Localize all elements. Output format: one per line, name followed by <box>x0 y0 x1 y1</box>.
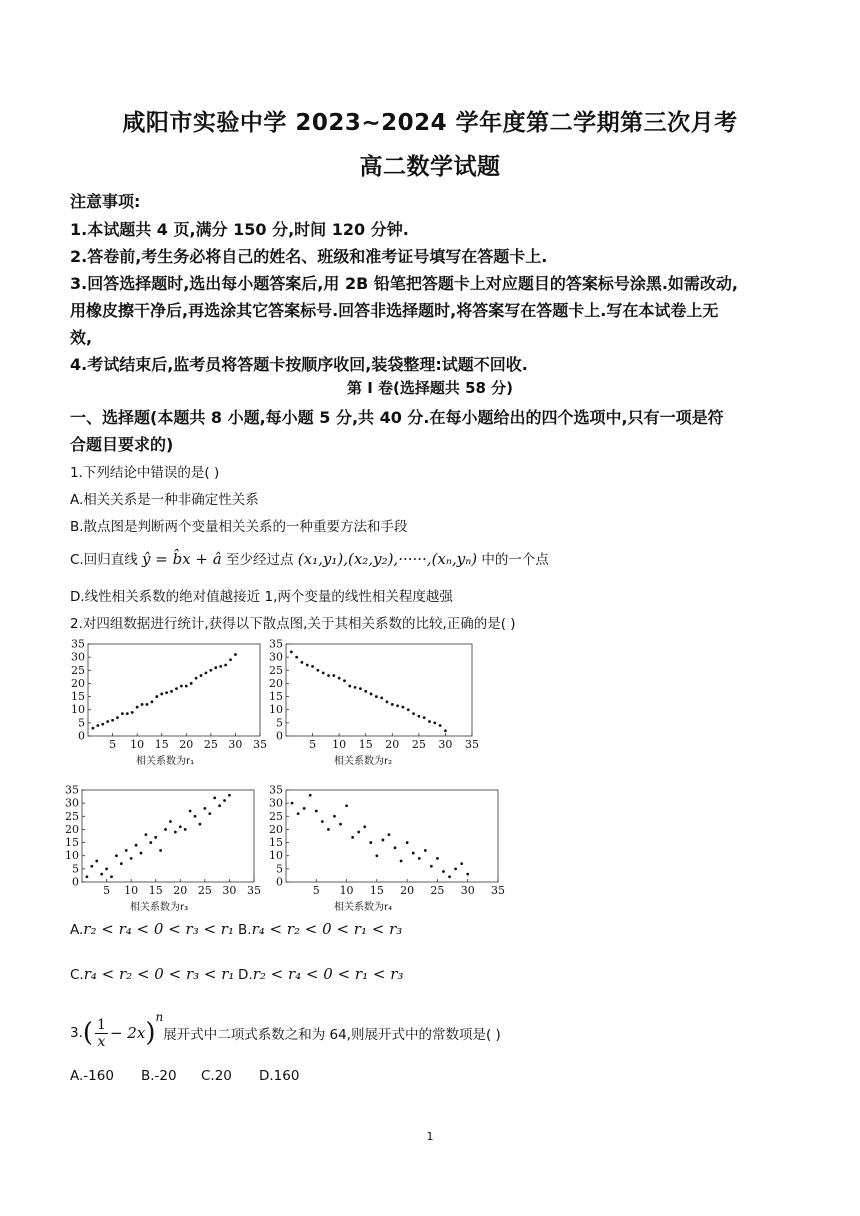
data-point <box>169 820 172 823</box>
y-tick-label: 35 <box>71 637 85 651</box>
q1-option-c-mid: 至少经过点 <box>221 552 298 568</box>
question-2-stem: 2.对四组数据进行统计,获得以下散点图,关于其相关系数的比较,正确的是( ) <box>70 616 516 632</box>
data-point <box>218 804 221 807</box>
data-point <box>375 854 378 857</box>
data-point <box>424 849 427 852</box>
data-point <box>315 810 318 813</box>
x-tick-label: 20 <box>385 738 400 751</box>
y-tick-label: 30 <box>65 796 79 810</box>
data-point <box>348 685 351 688</box>
data-point <box>214 666 217 669</box>
y-tick-label: 5 <box>276 862 283 876</box>
data-point <box>100 873 103 876</box>
data-point <box>439 724 442 727</box>
y-tick-label: 20 <box>269 822 283 836</box>
q1-option-b: B.散点图是判断两个变量相关关系的一种重要方法和手段 <box>70 519 408 535</box>
y-tick-label: 10 <box>269 703 283 717</box>
scatter-svg-r1 <box>68 636 268 766</box>
q2-option-a: A.r₂ < r₄ < 0 < r₃ < r₁ <box>70 920 234 938</box>
data-point <box>295 656 298 659</box>
y-tick-label: 25 <box>269 663 283 677</box>
data-point <box>454 867 457 870</box>
data-point <box>150 700 153 703</box>
x-tick-label: 20 <box>173 884 188 897</box>
notes-heading: 注意事项: <box>70 192 141 211</box>
data-point <box>433 721 436 724</box>
data-point <box>333 815 336 818</box>
data-point <box>174 831 177 834</box>
y-tick-label: 5 <box>276 716 283 730</box>
data-point <box>444 729 447 732</box>
data-point <box>369 841 372 844</box>
expr-rest: − 2x <box>109 1024 146 1042</box>
exam-subtitle: 高二数学试题 <box>359 154 501 180</box>
data-point <box>154 836 157 839</box>
x-axis-label: 相关系数为r₃ <box>130 902 189 912</box>
data-point <box>442 870 445 873</box>
data-point <box>418 857 421 860</box>
right-paren: ) <box>145 1018 156 1048</box>
x-tick-label: 30 <box>460 884 475 897</box>
data-point <box>386 700 389 703</box>
data-point <box>357 831 360 834</box>
data-point <box>106 720 109 723</box>
data-point <box>205 672 208 675</box>
data-point <box>436 857 439 860</box>
data-point <box>136 706 139 709</box>
data-point <box>359 687 362 690</box>
x-tick-label: 10 <box>332 738 347 751</box>
x-tick-label: 35 <box>465 738 479 751</box>
data-point <box>120 862 123 865</box>
data-point <box>382 839 385 842</box>
y-tick-label: 25 <box>65 809 79 823</box>
y-tick-label: 25 <box>71 663 85 677</box>
data-point <box>354 686 357 689</box>
data-point <box>322 672 325 675</box>
exam-title: 咸阳市实验中学 2023~2024 学年度第二学期第三次月考 <box>122 110 738 136</box>
data-point <box>131 711 134 714</box>
y-tick-label: 35 <box>65 783 79 797</box>
data-point <box>180 685 183 688</box>
data-point <box>110 875 113 878</box>
data-point <box>311 665 314 668</box>
data-point <box>380 696 383 699</box>
x-tick-label: 35 <box>491 884 505 897</box>
regression-formula: ŷ = b̂x + â <box>142 550 222 568</box>
y-tick-label: 35 <box>269 783 283 797</box>
q3-option-a: A.-160 <box>70 1068 114 1084</box>
data-point <box>116 716 119 719</box>
data-point <box>223 799 226 802</box>
note-item: 3.回答选择题时,选出每小题答案后,用 2B 铅笔把答题卡上对应题目的答案标号涂黑.如需改动, <box>70 274 738 293</box>
data-point <box>92 727 95 730</box>
data-point <box>332 674 335 677</box>
y-tick-label: 20 <box>71 676 85 690</box>
data-point <box>189 810 192 813</box>
data-point <box>407 708 410 711</box>
data-point <box>115 854 118 857</box>
data-point <box>363 825 366 828</box>
data-point <box>95 860 98 863</box>
data-point <box>140 852 143 855</box>
y-tick-label: 15 <box>65 836 79 850</box>
data-point <box>338 677 341 680</box>
data-point <box>428 720 431 723</box>
scatter-chart-r3 <box>62 782 262 916</box>
data-point <box>111 719 114 722</box>
y-tick-label: 0 <box>276 729 283 743</box>
x-tick-label: 25 <box>430 884 445 897</box>
data-point <box>400 860 403 863</box>
y-tick-label: 15 <box>269 690 283 704</box>
exponent: n <box>155 1010 164 1024</box>
x-tick-label: 5 <box>309 738 317 751</box>
x-tick-label: 15 <box>369 884 384 897</box>
section-heading: 一、选择题(本题共 8 小题,每小题 5 分,共 40 分.在每小题给出的四个选项中,只有一项是符 <box>70 408 724 427</box>
data-point <box>160 693 163 696</box>
x-tick-label: 5 <box>103 884 111 897</box>
y-tick-label: 0 <box>276 875 283 889</box>
left-paren: ( <box>82 1018 94 1048</box>
y-tick-label: 10 <box>269 849 283 863</box>
y-tick-label: 35 <box>269 637 283 651</box>
data-point <box>402 706 405 709</box>
q1-option-d: D.线性相关系数的绝对值越接近 1,两个变量的线性相关程度越强 <box>70 589 453 605</box>
points-formula: (x₁,y₁),(x₂,y₂),······,(xₙ,yₙ) <box>297 550 478 568</box>
x-axis-label: 相关系数为r₄ <box>334 902 393 912</box>
data-point <box>208 812 211 815</box>
y-tick-label: 5 <box>72 862 79 876</box>
data-point <box>130 857 133 860</box>
x-tick-label: 25 <box>411 738 426 751</box>
data-point <box>96 724 99 727</box>
data-point <box>184 828 187 831</box>
data-point <box>460 862 463 865</box>
q1-option-c-post: 中的一个点 <box>477 552 549 568</box>
x-tick-label: 5 <box>109 738 117 751</box>
x-axis-label: 相关系数为r₂ <box>334 756 393 766</box>
data-point <box>290 650 293 653</box>
data-point <box>155 695 158 698</box>
q2-option-d: D.r₂ < r₄ < 0 < r₁ < r₃ <box>238 965 404 983</box>
data-point <box>121 712 124 715</box>
note-item: 1.本试题共 4 页,满分 150 分,时间 120 分钟. <box>70 220 409 239</box>
y-tick-label: 10 <box>65 849 79 863</box>
plot-frame <box>286 644 472 736</box>
y-tick-label: 25 <box>269 809 283 823</box>
x-tick-label: 30 <box>438 738 453 751</box>
data-point <box>126 712 129 715</box>
data-point <box>327 828 330 831</box>
data-point <box>203 807 206 810</box>
data-point <box>466 873 469 876</box>
data-point <box>297 812 300 815</box>
x-tick-label: 5 <box>312 884 320 897</box>
data-point <box>164 828 167 831</box>
x-tick-label: 25 <box>197 884 212 897</box>
y-tick-label: 10 <box>71 703 85 717</box>
data-point <box>448 875 451 878</box>
data-point <box>309 794 312 797</box>
x-tick-label: 30 <box>228 738 243 751</box>
data-point <box>412 712 415 715</box>
data-point <box>394 846 397 849</box>
y-tick-label: 5 <box>78 716 85 730</box>
data-point <box>339 823 342 826</box>
y-tick-label: 15 <box>71 690 85 704</box>
data-point <box>195 677 198 680</box>
fraction <box>95 1017 108 1050</box>
scatter-svg-r4 <box>266 782 506 912</box>
y-tick-label: 20 <box>269 676 283 690</box>
data-point <box>417 715 420 718</box>
data-point <box>146 703 149 706</box>
data-point <box>396 704 399 707</box>
data-point <box>149 841 152 844</box>
data-point <box>327 674 330 677</box>
scatter-chart-r4 <box>266 782 506 916</box>
data-point <box>370 693 373 696</box>
data-point <box>364 690 367 693</box>
fraction-denominator: x <box>97 1033 106 1050</box>
q2-option-b: B.r₄ < r₂ < 0 < r₁ < r₃ <box>238 920 403 938</box>
x-tick-label: 10 <box>124 884 139 897</box>
note-item: 效, <box>70 328 93 347</box>
data-point <box>388 833 391 836</box>
data-point <box>90 865 93 868</box>
data-point <box>194 815 197 818</box>
x-tick-label: 15 <box>358 738 373 751</box>
note-item: 4.考试结束后,监考员将答题卡按顺序收回,装袋整理:试题不回收. <box>70 355 528 374</box>
data-point <box>291 802 294 805</box>
data-point <box>316 669 319 672</box>
section-heading-cont: 合题目要求的) <box>70 435 174 454</box>
y-tick-label: 0 <box>78 729 85 743</box>
data-point <box>185 685 188 688</box>
data-point <box>224 664 227 667</box>
y-tick-label: 0 <box>72 875 79 889</box>
data-point <box>175 687 178 690</box>
q1-option-c <box>70 548 800 568</box>
data-point <box>375 695 378 698</box>
data-point <box>430 865 433 868</box>
data-point <box>228 794 231 797</box>
data-point <box>170 690 173 693</box>
note-item: 2.答卷前,考生务必将自己的姓名、班级和准考证号填写在答题卡上. <box>70 247 548 266</box>
x-tick-label: 15 <box>154 738 169 751</box>
data-point <box>234 653 237 656</box>
data-point <box>209 669 212 672</box>
x-tick-label: 15 <box>148 884 163 897</box>
x-tick-label: 25 <box>203 738 218 751</box>
data-point <box>190 682 193 685</box>
data-point <box>141 703 144 706</box>
y-tick-label: 15 <box>269 836 283 850</box>
data-point <box>200 674 203 677</box>
data-point <box>144 833 147 836</box>
q3-stem-text: 展开式中二项式系数之和为 64,则展开式中的常数项是( ) <box>163 1027 501 1043</box>
q3-option-b: B.-20 <box>141 1068 177 1084</box>
x-tick-label: 35 <box>253 738 267 751</box>
data-point <box>105 867 108 870</box>
data-point <box>423 716 426 719</box>
y-tick-label: 30 <box>269 796 283 810</box>
part-title: 第 I 卷(选择题共 58 分) <box>346 379 514 397</box>
data-point <box>135 844 138 847</box>
data-point <box>345 804 348 807</box>
x-tick-label: 35 <box>247 884 261 897</box>
scatter-svg-r2 <box>266 636 480 766</box>
x-tick-label: 30 <box>222 884 237 897</box>
x-tick-label: 10 <box>130 738 145 751</box>
question-3-stem <box>70 1010 501 1056</box>
data-point <box>86 875 89 878</box>
data-point <box>301 661 304 664</box>
scatter-chart-r2 <box>266 636 480 770</box>
x-tick-label: 10 <box>339 884 354 897</box>
data-point <box>412 852 415 855</box>
x-axis-label: 相关系数为r₁ <box>136 756 195 766</box>
data-point <box>406 841 409 844</box>
scatter-svg-r3 <box>62 782 262 912</box>
data-point <box>391 703 394 706</box>
fraction-numerator: 1 <box>97 1016 106 1033</box>
x-tick-label: 20 <box>400 884 415 897</box>
y-tick-label: 30 <box>269 650 283 664</box>
q3-number: 3. <box>70 1025 83 1041</box>
data-point <box>199 823 202 826</box>
y-tick-label: 30 <box>71 650 85 664</box>
data-point <box>165 691 168 694</box>
data-point <box>306 664 309 667</box>
x-tick-label: 20 <box>179 738 194 751</box>
data-point <box>179 825 182 828</box>
q3-option-d: D.160 <box>259 1068 300 1084</box>
plot-frame <box>88 644 260 736</box>
q1-option-a: A.相关关系是一种非确定性关系 <box>70 492 259 508</box>
q3-option-c: C.20 <box>201 1068 232 1084</box>
q2-option-c: C.r₄ < r₂ < 0 < r₃ < r₁ <box>70 965 235 983</box>
data-point <box>101 723 104 726</box>
data-point <box>321 820 324 823</box>
data-point <box>125 849 128 852</box>
data-point <box>159 849 162 852</box>
note-item: 用橡皮擦干净后,再选涂其它答案标号.回答非选择题时,将答案写在答题卡上.写在本试卷上无 <box>70 301 719 320</box>
question-1-stem: 1.下列结论中错误的是( ) <box>70 465 220 481</box>
data-point <box>213 796 216 799</box>
page-number: 1 <box>426 1130 434 1143</box>
q1-option-c-pre: C.回归直线 <box>70 552 143 568</box>
scatter-chart-r1 <box>68 636 268 770</box>
data-point <box>229 658 232 661</box>
data-point <box>343 679 346 682</box>
plot-frame <box>286 790 498 882</box>
data-point <box>303 807 306 810</box>
y-tick-label: 20 <box>65 822 79 836</box>
data-point <box>219 665 222 668</box>
data-point <box>351 836 354 839</box>
